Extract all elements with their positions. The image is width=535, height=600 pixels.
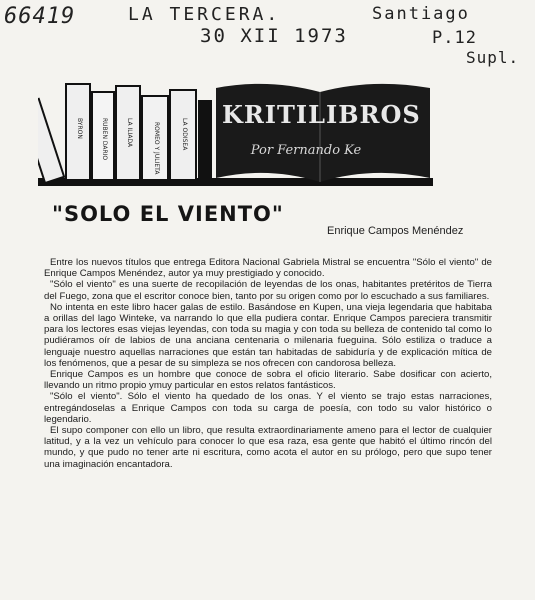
- archive-id-annotation: 66419: [4, 4, 76, 29]
- paragraph: No intenta en este libro hacer galas de estilo. Basándose en Kupen, una vieja legendaria que habitaba a orillas del lago Winteke, va narrando lo que ella pudiera contar. Enrique Campos pareciera transmitir para los lectores esas viejas leyendas, con toda su magia y con toda su belleza de contenido tal como lo pudiéramos oír de labios de una anciana centenaria o milenaria fueguina. Sólo estiliza o traduce a lenguaje nuestro aquellas narraciones que están tan habitadas de sabiduría y de explicación mítica de los fenómenos, que a pesar de su simpleza se nos ofrecen con candorosa belleza.: [44, 301, 492, 369]
- page-annotation: P.12: [432, 28, 477, 48]
- spine-label: LA ODISEA: [181, 118, 188, 151]
- spine-label: RUBEN DARIO: [101, 118, 108, 161]
- article-headline: "SOLO EL VIENTO": [52, 202, 284, 226]
- column-title: KRITILIBROS: [222, 100, 421, 129]
- section-annotation: Supl.: [466, 48, 520, 67]
- paragraph: Entre los nuevos títulos que entrega Editora Nacional Gabriela Mistral se encuentra "Sólo el viento" de Enrique Campos Menéndez, autor ya muy prestigiado y conocido.: [44, 257, 492, 280]
- date-annotation: 30 XII 1973: [200, 25, 348, 47]
- spine-label: LA ILIADA: [126, 118, 133, 148]
- open-book: [216, 84, 430, 182]
- paragraph: "Sólo el viento". Sólo el viento ha quedado de los onas. Y el viento se trajo estas narraciones, entregándoselas a Enrique Campos con toda su carga de poesía, con todo su valor histórico o legendario.: [44, 391, 492, 425]
- paragraph: El supo componer con ello un libro, que resulta extraordinariamente ameno para el lector de cualquier latitud, y a la vez un vehículo para conocer lo que esa raza, esa gente que habitó el último rincón del mundo, y que pudo no tener arte ni escritura, como acota el autor en su prólogo, pero que supo tener una imaginación encantadora.: [44, 425, 492, 470]
- paragraph: "Sólo el viento" es una suerte de recopilación de leyendas de los onas, habitantes pretéritos de Tierra del Fuego, zona que el escritor conoce bien, tanto por su origen como por lo escuchado a sus familiares.: [44, 279, 492, 302]
- city-annotation: Santiago: [372, 4, 470, 24]
- newspaper-name-annotation: LA TERCERA.: [128, 4, 281, 25]
- spine-label: ROMEO Y JULIETA: [153, 122, 160, 175]
- column-byline: Por Fernando Ke: [250, 143, 362, 158]
- article-body: [44, 257, 492, 470]
- paragraph: Enrique Campos es un hombre que conoce de sobra el oficio literario. Sabe dosificar con acierto, llevando un ritmo propio ymuy particular en estos relatos fantásticos.: [44, 369, 492, 392]
- spine-label: BYRON: [76, 118, 83, 139]
- books-illustration: [38, 78, 438, 190]
- book-dark: [198, 100, 212, 180]
- kritilibros-masthead: [38, 78, 438, 190]
- article-author: Enrique Campos Menéndez: [327, 225, 464, 237]
- leaning-book: [38, 99, 64, 183]
